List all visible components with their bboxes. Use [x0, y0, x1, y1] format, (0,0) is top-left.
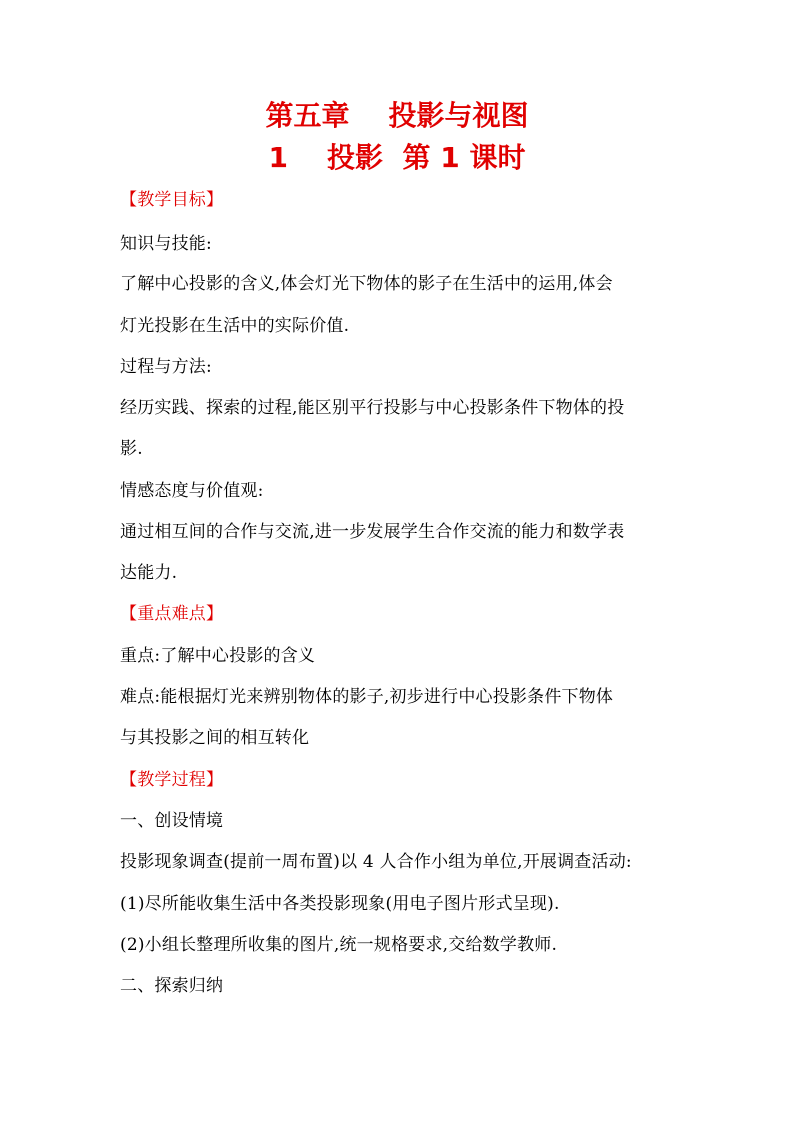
attitude-text-line-1: 通过相互间的合作与交流,进一步发展学生合作交流的能力和数学表	[120, 522, 625, 542]
knowledge-text-line-1: 了解中心投影的含义,体会灯光下物体的影子在生活中的运用,体会	[120, 274, 613, 294]
knowledge-label: 知识与技能:	[120, 234, 212, 254]
keypoints-heading: 【重点难点】	[120, 604, 224, 624]
chapter-title: 第五章 投影与视图	[265, 99, 529, 132]
lesson-title: 1 投影 第 1 课时	[268, 141, 526, 174]
process-text-line-1: 经历实践、探索的过程,能区别平行投影与中心投影条件下物体的投	[120, 398, 625, 418]
step1-text: 投影现象调查(提前一周布置)以 4 人合作小组为单位,开展调查活动:	[120, 852, 632, 872]
difficulty-text-line-2: 与其投影之间的相互转化	[120, 728, 310, 748]
process-label: 过程与方法:	[120, 357, 212, 377]
difficulty-text-line-1: 难点:能根据灯光来辨别物体的影子,初步进行中心投影条件下物体	[120, 687, 614, 707]
objectives-heading: 【教学目标】	[120, 190, 224, 210]
step1-title: 一、创设情境	[120, 811, 224, 831]
attitude-text-line-2: 达能力.	[120, 563, 178, 583]
process-text-line-2: 影.	[120, 439, 143, 459]
step1-item-1: (1)尽所能收集生活中各类投影现象(用电子图片形式呈现).	[120, 894, 560, 914]
key-point-text: 重点:了解中心投影的含义	[120, 646, 316, 666]
step2-title: 二、探索归纳	[120, 976, 224, 996]
step1-item-2: (2)小组长整理所收集的图片,统一规格要求,交给数学教师.	[120, 935, 558, 955]
knowledge-text-line-2: 灯光投影在生活中的实际价值.	[120, 316, 350, 336]
teaching-process-heading: 【教学过程】	[120, 770, 224, 790]
attitude-label: 情感态度与价值观:	[120, 481, 264, 501]
